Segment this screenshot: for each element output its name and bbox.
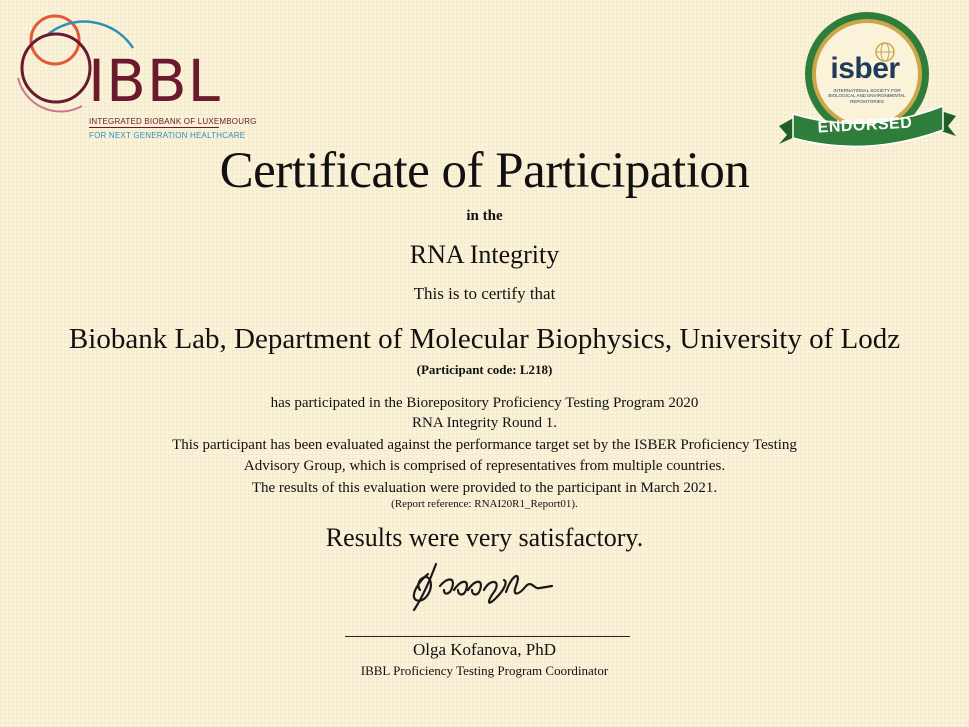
ibbl-wordmark: IBBL [88,47,221,115]
body-line: The results of this evaluation were provided to the participant in March 2021. [251,480,718,496]
participant-code: (Participant code: L218) [416,362,553,377]
body-line: has participated in the Biorepository Proficiency Testing Program 2020 [270,395,699,411]
certify-line: This is to certify that [413,284,556,303]
result-statement: Results were very satisfactory. [325,523,644,552]
signer-name: Olga Kofanova, PhD [412,640,557,659]
isber-wordmark: isber [830,52,900,85]
body-line: This participant has been evaluated against the performance target set by the ISBER Proficiency Testing [172,437,797,453]
body-line: RNA Integrity Round 1. [412,415,557,431]
ibbl-logo-arc-pink [18,78,82,111]
in-the-label: in the [466,208,503,224]
participant-lab-name: Biobank Lab, Department of Molecular Biophysics, University of Lodz [68,323,901,355]
isber-subtitle: INTERNATIONAL SOCIETY FOR BIOLOGICAL AND ENVIRONMENTAL REPOSITORIES [828,88,906,104]
signature [400,560,570,618]
body-line: Advisory Group, which is comprised of representatives from multiple countries. [243,458,726,474]
signer-role: IBBL Proficiency Testing Program Coordinator [360,663,609,678]
ibbl-tagline-1: INTEGRATED BIOBANK OF LUXEMBOURG [89,117,257,126]
report-reference: (Report reference: RNAI20R1_Report01). [391,498,578,510]
signature-line [345,636,630,637]
certificate-title: Certificate of Participation [219,143,750,199]
ibbl-tagline-2: FOR NEXT GENERATION HEALTHCARE [89,131,246,140]
ibbl-divider [89,127,219,128]
isber-endorsed-label: ENDORSED [817,114,913,137]
ibbl-logo-circle-maroon [22,34,90,102]
program-name: RNA Integrity [409,240,560,269]
